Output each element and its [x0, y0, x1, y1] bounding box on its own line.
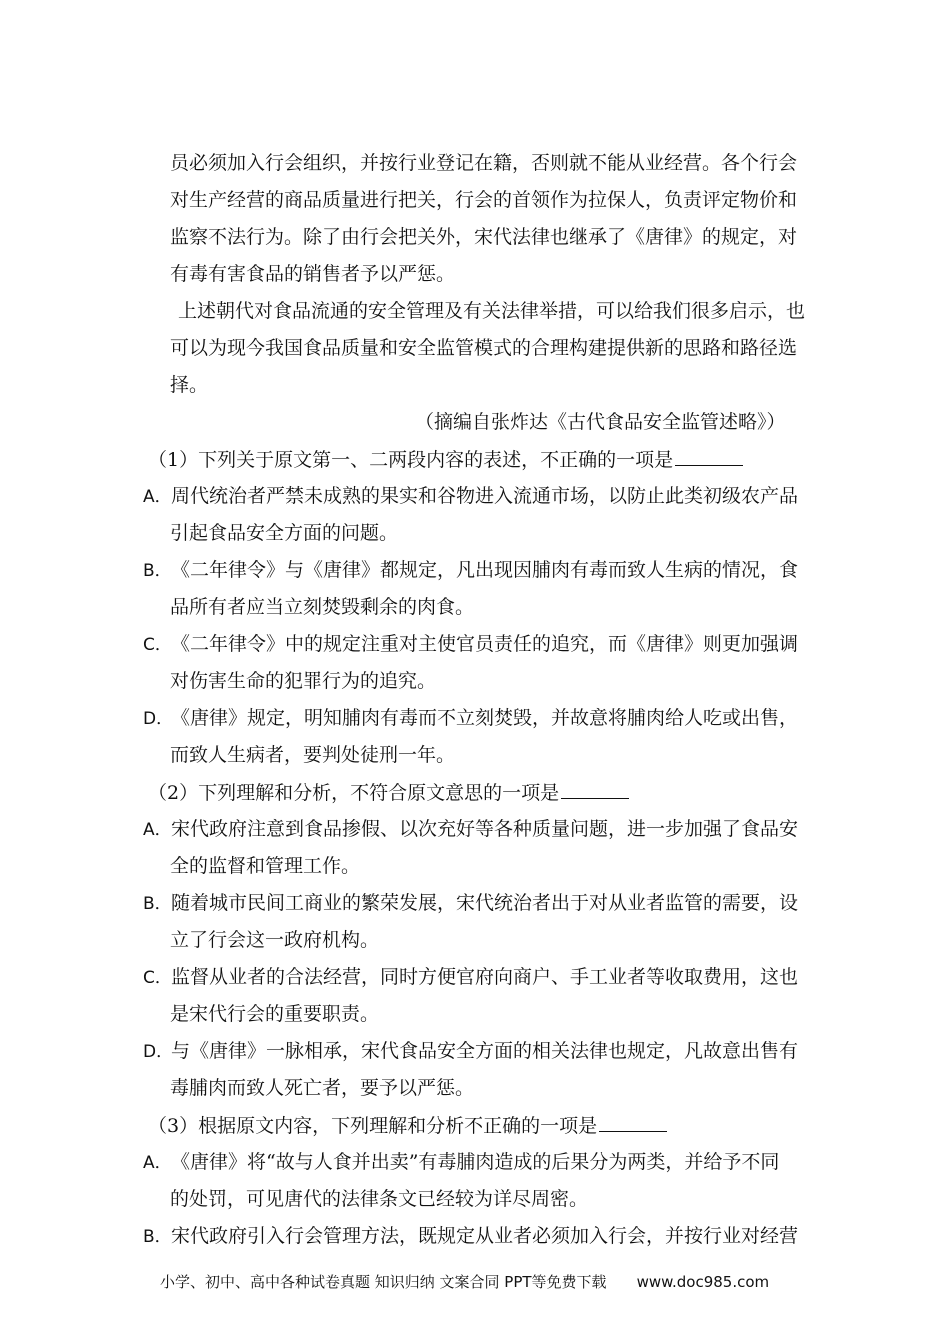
- option-continuation: 品所有者应当立刻焚毁剩余的肉食。: [170, 596, 475, 618]
- answer-blank: [599, 1113, 667, 1132]
- option-b: B．宋代政府引入行会管理方法，既规定从业者必须加入行会，并按行业对经营: [143, 1225, 799, 1247]
- question-stem: （1）下列关于原文第一、二两段内容的表述，不正确的一项是: [148, 447, 743, 472]
- page-footer: [160, 1272, 769, 1292]
- option-letter: B．: [143, 1227, 172, 1247]
- conclusion-line: 择。: [170, 374, 209, 396]
- passage-line: 有毒有害食品的销售者予以严惩。: [170, 263, 456, 285]
- option-letter: D．: [143, 709, 174, 729]
- option-continuation: 毒脯肉而致人死亡者，要予以严惩。: [170, 1077, 475, 1099]
- answer-blank: [561, 780, 629, 799]
- option-b: B．随着城市民间工商业的繁荣发展，宋代统治者出于对从业者监管的需要，设: [143, 892, 799, 914]
- passage-line: 对生产经营的商品质量进行把关，行会的首领作为拉保人，负责评定物价和: [170, 189, 798, 211]
- option-c: C．《二年律令》中的规定注重对主使官员责任的追究，而《唐律》则更加强调: [143, 633, 799, 655]
- option-a: A．《唐律》将“故与人食并出卖”有毒脯肉造成的后果分为两类，并给予不同: [143, 1151, 780, 1173]
- option-continuation: 全的监督和管理工作。: [170, 855, 361, 877]
- option-b: B．《二年律令》与《唐律》都规定，凡出现因脯肉有毒而致人生病的情况，食: [143, 559, 799, 581]
- option-continuation: 立了行会这一政府机构。: [170, 929, 380, 951]
- option-letter: A．: [143, 820, 172, 840]
- option-letter: D．: [143, 1042, 174, 1062]
- option-d: D．与《唐律》一脉相承，宋代食品安全方面的相关法律也规定，凡故意出售有: [143, 1040, 799, 1062]
- option-letter: B．: [143, 894, 172, 914]
- option-letter: C．: [143, 635, 172, 655]
- option-d: D．《唐律》规定，明知脯肉有毒而不立刻焚毁，并故意将脯肉给人吃或出售，: [143, 707, 799, 729]
- option-a: A．宋代政府注意到食品掺假、以次充好等各种质量问题，进一步加强了食品安: [143, 818, 799, 840]
- option-continuation: 引起食品安全方面的问题。: [170, 522, 399, 544]
- footer-url[interactable]: www.doc985.com: [636, 1273, 770, 1291]
- option-c: C．监督从业者的合法经营，同时方便官府向商户、手工业者等收取费用，这也: [143, 966, 799, 988]
- option-letter: A．: [143, 1153, 172, 1173]
- passage-line: 员必须加入行会组织，并按行业登记在籍，否则就不能从业经营。各个行会: [170, 152, 798, 174]
- option-continuation: 而致人生病者，要判处徒刑一年。: [170, 744, 456, 766]
- option-letter: B．: [143, 561, 172, 581]
- question-stem: （2）下列理解和分析，不符合原文意思的一项是: [148, 780, 629, 805]
- passage-line: 监察不法行为。除了由行会把关外，宋代法律也继承了《唐律》的规定，对: [170, 226, 798, 248]
- question-stem: （3）根据原文内容，下列理解和分析不正确的一项是: [148, 1113, 667, 1138]
- option-letter: A．: [143, 487, 172, 507]
- conclusion-line: 上述朝代对食品流通的安全管理及有关法律举措，可以给我们很多启示，也: [178, 300, 806, 322]
- conclusion-line: 可以为现今我国食品质量和安全监管模式的合理构建提供新的思路和路径选: [170, 337, 798, 359]
- answer-blank: [675, 447, 743, 466]
- option-a: A．周代统治者严禁未成熟的果实和谷物进入流通市场，以防止此类初级农产品: [143, 485, 799, 507]
- footer-text: 小学、初中、高中各种试卷真题 知识归纳 文案合同 PPT等免费下载: [160, 1273, 607, 1291]
- option-continuation: 的处罚，可见唐代的法律条文已经较为详尽周密。: [170, 1188, 589, 1210]
- option-continuation: 是宋代行会的重要职责。: [170, 1003, 380, 1025]
- option-continuation: 对伤害生命的犯罪行为的追究。: [170, 670, 437, 692]
- source-citation: （摘编自张炸达《古代食品安全监管述略》）: [415, 411, 786, 433]
- option-letter: C．: [143, 968, 172, 988]
